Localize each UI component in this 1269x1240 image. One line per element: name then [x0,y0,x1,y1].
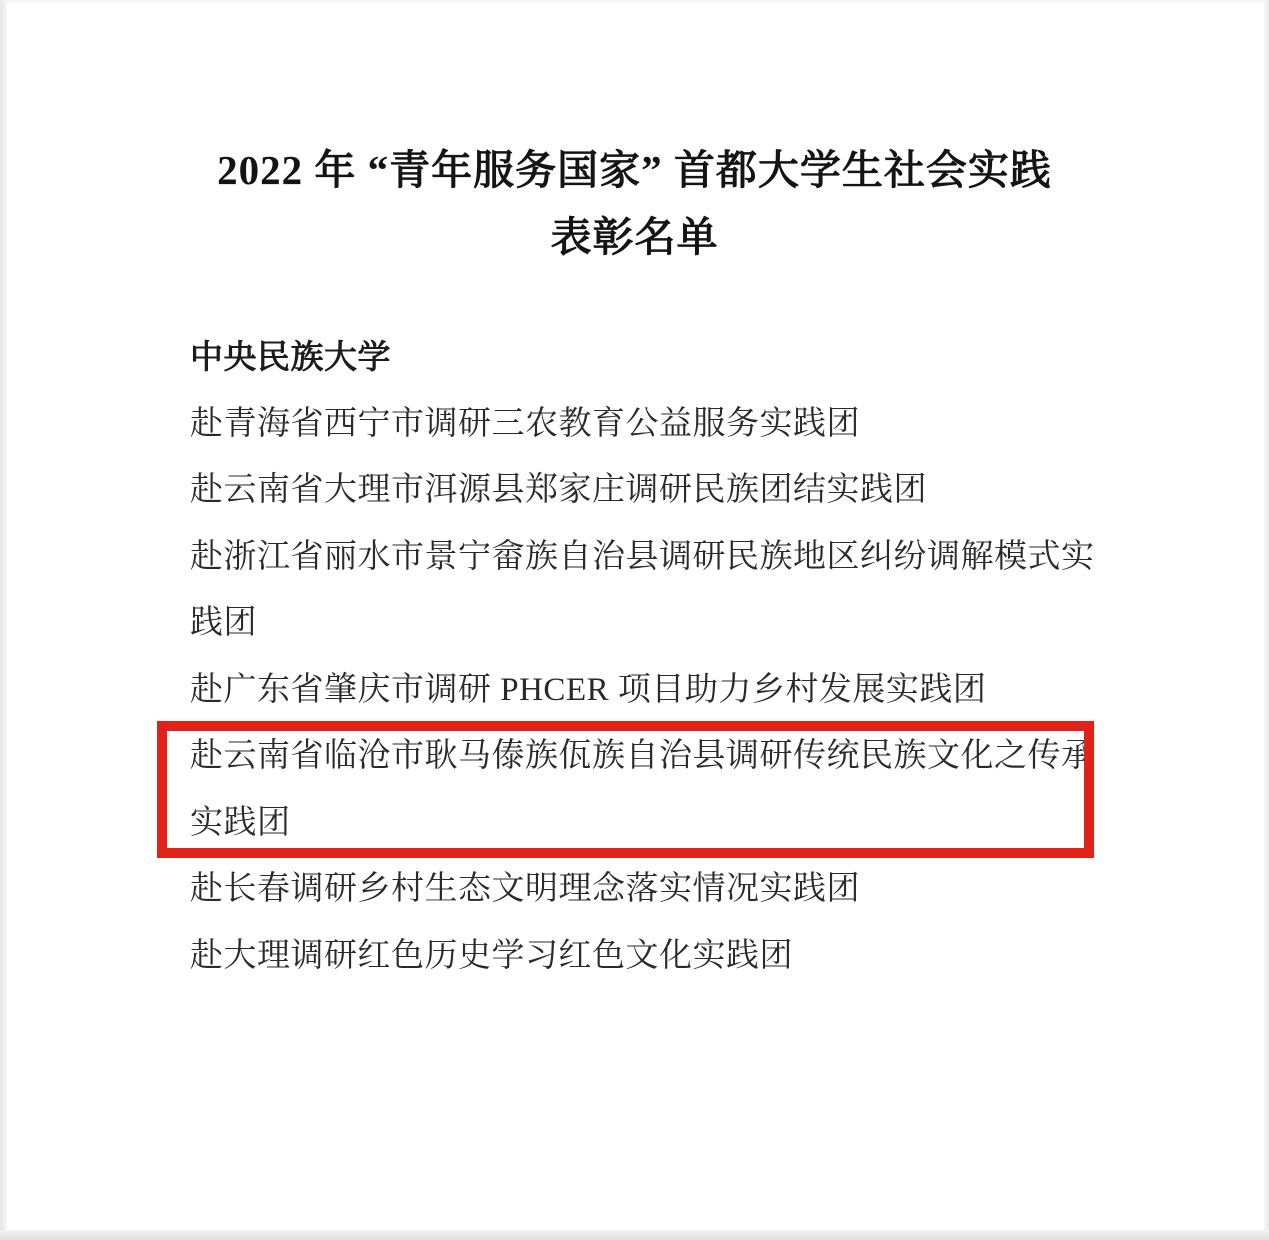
document-title-line1: 2022 年 “青年服务国家” 首都大学生社会实践 [217,147,1052,193]
list-item: 赴长春调研乡村生态文明理念落实情况实践团 [190,871,860,907]
scan-edge-bottom [0,1230,1269,1240]
document-title-line2: 表彰名单 [550,214,719,260]
scan-edge-top [0,0,1269,3]
list-item-wrap-continuation: 践团 [190,605,257,641]
commendation-list [190,324,1100,989]
list-item: 赴浙江省丽水市景宁畲族自治县调研民族地区纠纷调解模式实 [190,538,1095,575]
list-item: 赴广东省肇庆市调研 PHCER 项目助力乡村发展实践团 [190,671,987,708]
list-item: 赴大理调研红色历史学习红色文化实践团 [190,937,793,974]
university-section-header: 中央民族大学 [190,338,391,375]
list-item: 赴云南省大理市洱源县郑家庄调研民族团结实践团 [190,472,927,508]
list-item: 赴青海省西宁市调研三农教育公益服务实践团 [190,405,860,442]
list-item-highlighted-continuation: 实践团 [190,804,291,841]
list-item-highlighted: 赴云南省临沧市耿马傣族佤族自治县调研传统民族文化之传承 [190,738,1095,774]
